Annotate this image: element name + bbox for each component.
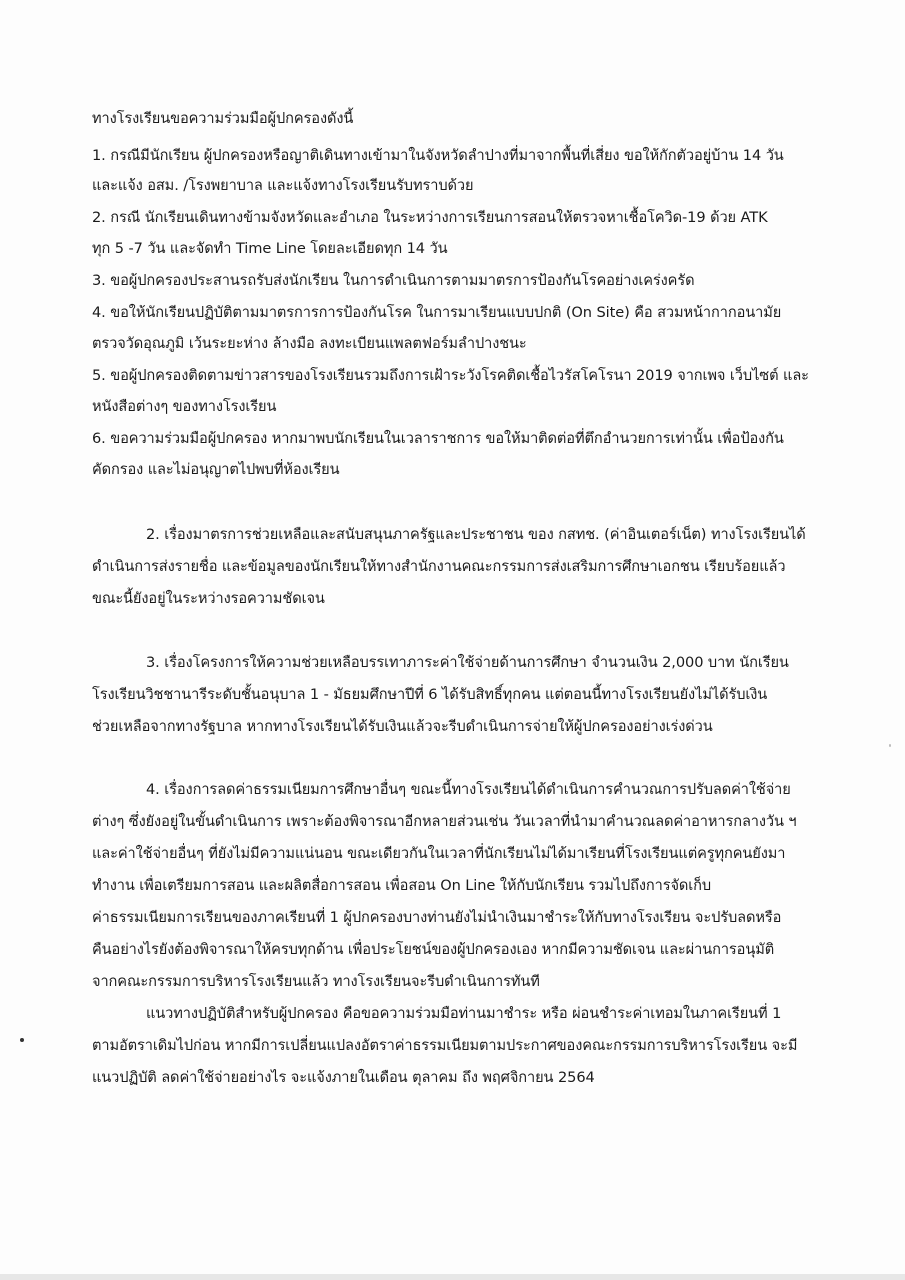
section4-line5: ค่าธรรมเนียมการเรียนของภาคเรียนที่ 1 ผู้ปกครองบางท่านยังไม่นำเงินมาชำระให้กับทางโรงเรียน จะปรับลดหรือ [92,909,782,926]
section4-line2: ต่างๆ ซึ่งยังอยู่ในขั้นดำเนินการ เพราะต้องพิจารณาอีกหลายส่วนเช่น วันเวลาที่นำมาคำนวณลดค่าอาหารกลางวัน ฯ [92,813,797,830]
item5-line1: 5. ขอผู้ปกครองติดตามข่าวสารของโรงเรียนรวมถึงการเฝ้าระวังโรคติดเชื้อไวรัสโคโรนา 2019 จากเพจ เว็บไซต์ และ [92,367,809,384]
section4-line6: คืนอย่างไรยังต้องพิจารณาให้ครบทุกด้าน เพื่อประโยชน์ของผู้ปกครองเอง หากมีความชัดเจน และผ่านการอนุมัติ [92,941,775,958]
scan-bottom-edge [0,1274,905,1280]
item4-line1: 4. ขอให้นักเรียนปฏิบัติตามมาตรการการป้องกันโรค ในการมาเรียนแบบปกติ (On Site) คือ สวมหน้ากากอนามัย [92,304,782,321]
section4-line1: 4. เรื่องการลดค่าธรรมเนียมการศึกษาอื่นๆ ขณะนี้ทางโรงเรียนได้ดำเนินการคำนวณการปรับลดค่าใช้จ่าย [146,781,791,798]
item4-line2: ตรวจวัดอุณภูมิ เว้นระยะห่าง ล้างมือ ลงทะเบียนแพลตฟอร์มลำปางชนะ [92,335,527,352]
section2-line3: ขณะนี้ยังอยู่ในระหว่างรอความชัดเจน [92,590,325,607]
section4-line7: จากคณะกรรมการบริหารโรงเรียนแล้ว ทางโรงเรียนจะรีบดำเนินการทันที [92,973,540,990]
item6-line1: 6. ขอความร่วมมือผู้ปกครอง หากมาพบนักเรียนในเวลาราชการ ขอให้มาติดต่อที่ตึกอำนวยการเท่านั้น เพื่อป้องกัน [92,430,784,447]
intro-line: ทางโรงเรียนขอความร่วมมือผู้ปกครองดังนี้ [92,110,354,127]
scan-speck [889,744,891,747]
item5-line2: หนังสือต่างๆ ของทางโรงเรียน [92,398,277,415]
item1-line2: และแจ้ง อสม. /โรงพยาบาล และแจ้งทางโรงเรียนรับทราบด้วย [92,177,474,194]
section3-line2: โรงเรียนวิชชานารีระดับชั้นอนุบาล 1 - มัธยมศึกษาปีที่ 6 ได้รับสิทธิ์ทุกคน แต่ตอนนี้ทางโรงเรียนยังไม่ได้รับเงิน [92,686,768,703]
section2-line2: ดำเนินการส่งรายชื่อ และข้อมูลของนักเรียนให้ทางสำนักงานคณะกรรมการส่งเสริมการศึกษาเอกชน เรียบร้อยแล้ว [92,558,786,575]
item2-line2: ทุก 5 -7 วัน และจัดทำ Time Line โดยละเอียดทุก 14 วัน [92,240,448,257]
section4-line3: และค่าใช้จ่ายอื่นๆ ที่ยังไม่มีความแน่นอน ขณะเดียวกันในเวลาที่นักเรียนไม่ได้มาเรียนที่โรงเรียนแต่ครูทุกคนยังมา [92,845,786,862]
item1-line1: 1. กรณีมีนักเรียน ผู้ปกครองหรือญาติเดินทางเข้ามาในจังหวัดลำปางที่มาจากพื้นที่เสี่ยง ขอให้กักตัวอยู่บ้าน 14 วัน [92,147,784,164]
item2-line1: 2. กรณี นักเรียนเดินทางข้ามจังหวัดและอำเภอ ในระหว่างการเรียนการสอนให้ตรวจหาเชื้อโควิด-19 ด้วย ATK [92,209,768,226]
section3-line1: 3. เรื่องโครงการให้ความช่วยเหลือบรรเทาภาระค่าใช้จ่ายด้านการศึกษา จำนวนเงิน 2,000 บาท นักเรียน [146,654,789,671]
item6-line2: คัดกรอง และไม่อนุญาตไปพบที่ห้องเรียน [92,461,340,478]
item3-line1: 3. ขอผู้ปกครองประสานรถรับส่งนักเรียน ในการดำเนินการตามมาตรการป้องกันโรคอย่างเคร่งครัด [92,272,695,289]
scan-speck [20,1038,24,1042]
section4-line4: ทำงาน เพื่อเตรียมการสอน และผลิตสื่อการสอน เพื่อสอน On Line ให้กับนักเรียน รวมไปถึงการจัดเก็บ [92,877,712,894]
guideline-line2: ตามอัตราเดิมไปก่อน หากมีการเปลี่ยนแปลงอัตราค่าธรรมเนียมตามประกาศของคณะกรรมการบริหารโรงเรียน จะมี [92,1037,798,1054]
section3-line3: ช่วยเหลือจากทางรัฐบาล หากทางโรงเรียนได้รับเงินแล้วจะรีบดำเนินการจ่ายให้ผู้ปกครองอย่างเร่งด่วน [92,718,713,735]
section2-line1: 2. เรื่องมาตรการช่วยเหลือและสนับสนุนภาครัฐและประชาชน ของ กสทช. (ค่าอินเตอร์เน็ต) ทางโรงเรียนได้ [146,526,806,543]
guideline-line1: แนวทางปฏิบัติสำหรับผู้ปกครอง คือขอความร่วมมือท่านมาชำระ หรือ ผ่อนชำระค่าเทอมในภาคเรียนที่ 1 [146,1005,782,1022]
guideline-line3: แนวปฏิบัติ ลดค่าใช้จ่ายอย่างไร จะแจ้งภายในเดือน ตุลาคม ถึง พฤศจิกายน 2564 [92,1069,595,1086]
